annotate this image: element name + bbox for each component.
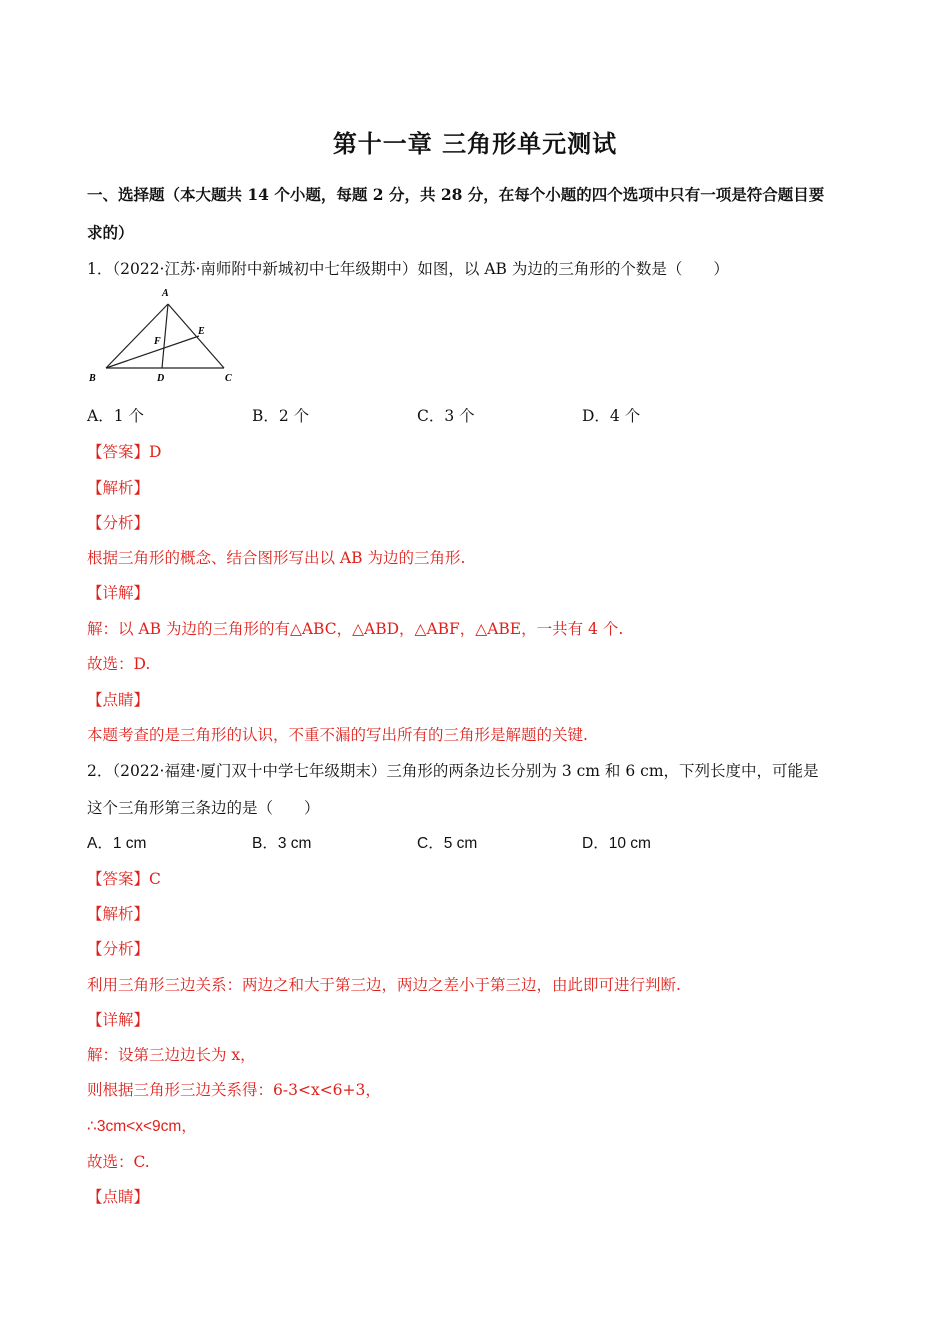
q2-jiexi-label: 【解析】 — [87, 905, 150, 923]
label-d: D — [157, 373, 165, 384]
q2-stem-line2: 这个三角形第三条边的是（ ） — [87, 799, 320, 817]
q1-dianjing-text: 本题考查的是三角形的认识，不重不漏的写出所有的三角形是解题的关键. — [87, 726, 588, 744]
triangle-figure — [86, 284, 236, 390]
q2-option-a: A．1 cm — [87, 835, 147, 852]
q1-option-c: C．3 个 — [417, 407, 475, 425]
q2-dianjing-label: 【点睛】 — [87, 1188, 150, 1206]
label-a: A — [162, 288, 169, 299]
q1-fenxi-text: 根据三角形的概念、结合图形写出以 AB 为边的三角形. — [87, 549, 466, 567]
q2-guxuan: 故选：C. — [87, 1153, 150, 1171]
label-b: B — [89, 373, 96, 384]
q1-xiangjie-label: 【详解】 — [87, 584, 150, 602]
q1-fenxi-label: 【分析】 — [87, 514, 150, 532]
q2-step2: 则根据三角形三边关系得：6-3<x<6+3， — [87, 1081, 381, 1099]
segment-ad — [162, 304, 168, 368]
q2-option-d: D．10 cm — [582, 835, 651, 852]
label-f: F — [154, 336, 161, 347]
segment-be — [106, 336, 199, 368]
q1-option-d: D．4 个 — [582, 407, 641, 425]
q1-option-b: B．2 个 — [252, 407, 310, 425]
label-e: E — [198, 326, 205, 337]
q1-dianjing-label: 【点睛】 — [87, 691, 150, 709]
q2-option-c: C．5 cm — [417, 835, 478, 852]
q2-answer: 【答案】C — [87, 870, 161, 888]
q2-step1: 解：设第三边边长为 x， — [87, 1046, 256, 1064]
section-heading-line2: 求的） — [87, 223, 134, 242]
q1-jiexi-label: 【解析】 — [87, 479, 150, 497]
segment-ac — [168, 304, 224, 368]
q2-option-b: B．3 cm — [252, 835, 312, 852]
q1-xiangjie-text: 解：以 AB 为边的三角形的有△ABC，△ABD，△ABF，△ABE，一共有 4 个. — [87, 620, 624, 638]
q1-stem: 1．（2022·江苏·南师附中新城初中七年级期中）如图，以 AB 为边的三角形的个数是（ ） — [87, 260, 729, 278]
q2-step3: ∴3cm<x<9cm， — [87, 1118, 197, 1135]
q1-guxuan: 故选：D. — [87, 655, 151, 673]
q2-stem-line1: 2．（2022·福建·厦门双十中学七年级期末）三角形的两条边长分别为 3 cm 和 6 cm，下列长度中，可能是 — [87, 762, 819, 780]
q2-fenxi-text: 利用三角形三边关系：两边之和大于第三边，两边之差小于第三边，由此即可进行判断. — [87, 976, 681, 994]
q2-fenxi-label: 【分析】 — [87, 940, 150, 958]
q1-option-a: A．1 个 — [87, 407, 144, 425]
page-title: 第十一章 三角形单元测试 — [332, 129, 618, 158]
q2-xiangjie-label: 【详解】 — [87, 1011, 150, 1029]
q1-answer: 【答案】D — [87, 443, 162, 461]
label-c: C — [225, 373, 232, 384]
section-heading-line1: 一、选择题（本大题共 14 个小题，每题 2 分，共 28 分，在每个小题的四个选项中只有一项是符合题目要 — [87, 185, 825, 204]
